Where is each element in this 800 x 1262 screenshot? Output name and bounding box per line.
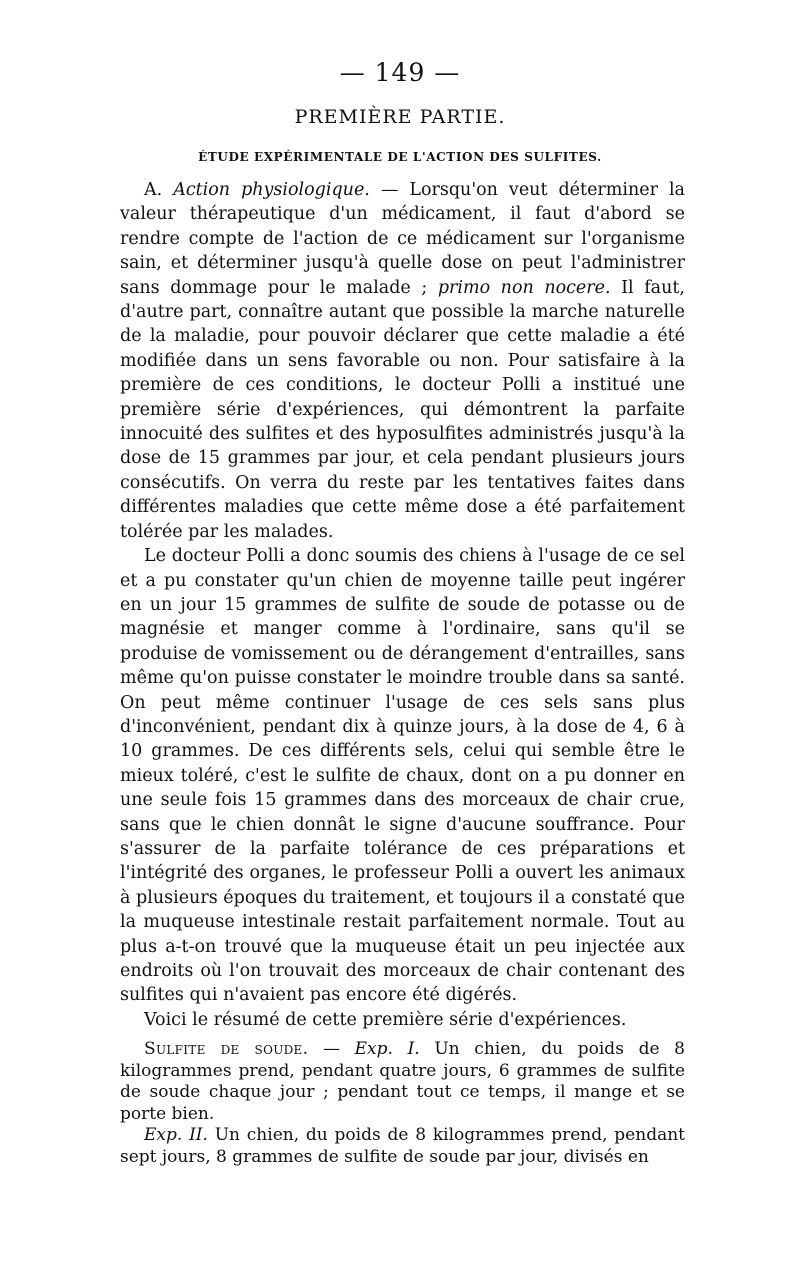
page-number: — 149 — <box>339 58 461 87</box>
experiment-text: Un chien, du poids de 8 kilogrammes prend, pendant sept jours, 8 grammes de sulfite de soude par jour, divisés en <box>120 1125 685 1167</box>
section-title: ÉTUDE EXPÉRIMENTALE DE L'ACTION DES SULFITES. <box>198 150 602 164</box>
experiment-2 <box>120 1125 685 1168</box>
latin-phrase: primo non nocere. <box>437 277 611 298</box>
experiment-text: Un chien, du poids de 8 kilogrammes prend, pendant quatre jours, 6 grammes de sulfite de soude chaque jour ; pendant tout ce temps, il mange et se porte bien. <box>120 1039 685 1124</box>
experiment-1: Sulfite de soude. — Exp. I. Un chien, du poids de 8 kilogrammes prend, pendant quatre jours, 6 grammes de sulfite de soude chaque jour ; pendant tout ce temps, il mange et se porte bien. <box>120 1039 685 1124</box>
part-title: PREMIÈRE PARTIE. <box>294 106 506 128</box>
paragraph-text: — Lorsqu'on veut déterminer la valeur thérapeutique d'un médicament, il faut d'abord se rendre compte de l'action de ce médicament sur l'organisme sain, et déterminer jusqu'à quelle dose on peut l'administrer sans dommage pour le malade ; <box>120 180 685 298</box>
paragraph-resume: Voici le résumé de cette première série d'expériences. <box>144 1009 627 1030</box>
paragraph-action-physiologique <box>120 178 685 544</box>
experiment-label: Exp. I. <box>354 1039 420 1060</box>
subsection-heading: Action physiologique. <box>173 180 370 200</box>
experiment-label: Exp. II. <box>144 1125 208 1146</box>
paragraph-chiens: Le docteur Polli a donc soumis des chiens à l'usage de ce sel et a pu constater qu'un chien de moyenne taille peut ingérer en un jour 15 grammes de sulfite de soude de potasse ou de magnésie et manger comme à l'ordinaire, sans qu'il se produise de vomissement ou de dérangement d'entrailles, sans même qu'on puisse constater le moindre trouble dans sa santé. On peut même continuer l'usage de ces sels sans plus d'inconvénient, pendant dix à quinze jours, à la dose de 4, 6 à 10 grammes. De ces différents sels, celui qui semble être le mieux toléré, c'est le sulfite de chaux, dont on a pu donner en une seule fois 15 grammes dans des morceaux de chair crue, sans que le chien donnât le signe d'aucune souffrance. Pour s'assurer de la parfaite tolérance de ces préparations et l'intégrité des organes, le professeur Polli a ouvert les animaux à plusieurs époques du traitement, et toujours il a constaté que la muqueuse intestinale restait parfaitement normale. Tout au plus a-t-on trouvé que la muqueuse était un peu injectée aux endroits où l'on trouvait des morceaux de chair contenant des sulfites qui n'avaient pas encore été digérés. <box>120 546 685 1006</box>
experiment-category: Sulfite de soude. <box>144 1039 309 1060</box>
section-label: A. <box>144 180 163 200</box>
body-text <box>120 178 685 1168</box>
paragraph-text: Il faut, d'autre part, connaître autant que possible la marche naturelle de la maladie, pour pouvoir déclarer que cette maladie a été modifiée dans un sens favorable ou non. Pour satisfaire à la première de ces conditions, le docteur Polli a institué une première série d'expériences, qui démontrent la parfaite innocuité des sulfites et des hyposulfites administrés jusqu'à la dose de 15 grammes par jour, et cela pendant plusieurs jours consécutifs. On verra du reste par les tentatives faites dans différentes maladies que cette même dose a été parfaitement tolérée par les malades. <box>120 277 685 542</box>
